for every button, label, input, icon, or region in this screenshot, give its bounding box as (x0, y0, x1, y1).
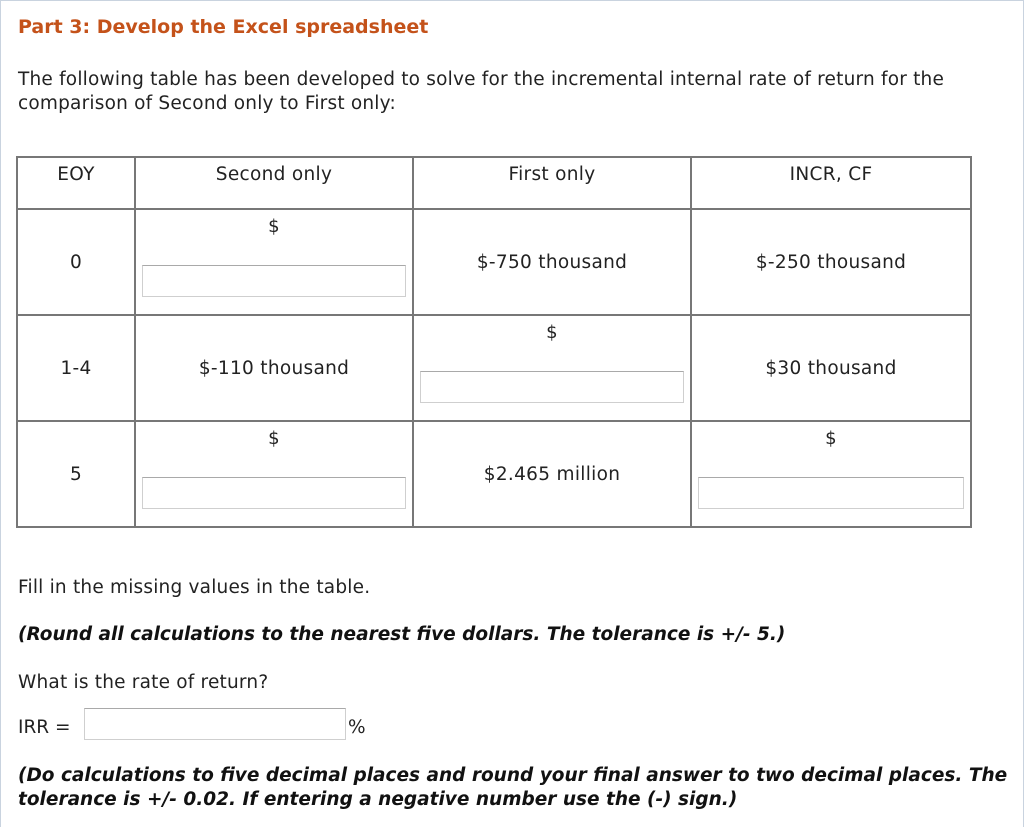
first-only-cell (413, 315, 691, 421)
eoy-cell: 5 (17, 421, 135, 527)
second-only-cell (135, 209, 413, 315)
intro-text: The following table has been developed to solve for the incremental internal rate of return for the comparison of Second only to First only: (18, 69, 945, 114)
header-eoy: EOY (17, 157, 135, 209)
currency-symbol: $ (268, 216, 280, 237)
irr-percent-unit: % (348, 717, 366, 738)
question-text: What is the rate of return? (18, 672, 269, 693)
second-only-cell (135, 421, 413, 527)
incr-cf-eoy5-input[interactable] (698, 477, 964, 509)
first-only-value: $2.465 million (483, 463, 621, 485)
first-only-cell (413, 421, 691, 527)
irr-input[interactable] (84, 708, 346, 740)
final-answer-note: (Do calculations to five decimal places and round your final answer to two decimal places. The tolerance is +/- 0.02. If entering a negative number use the (-) sign.) (18, 765, 1008, 810)
instruction-text: Fill in the missing values in the table. (18, 577, 371, 598)
first-only-value: $-750 thousand (476, 251, 628, 273)
part-title: Part 3: Develop the Excel spreadsheet (18, 16, 429, 38)
currency-symbol: $ (268, 428, 280, 449)
second-only-cell (135, 315, 413, 421)
first-only-eoy1-4-input[interactable] (420, 371, 684, 403)
table-header-row (17, 157, 971, 209)
table-row (17, 315, 971, 421)
table-row (17, 209, 971, 315)
second-only-value: $-110 thousand (198, 357, 350, 379)
incr-cf-cell (691, 315, 971, 421)
second-only-eoy5-input[interactable] (142, 477, 406, 509)
first-only-cell (413, 209, 691, 315)
cash-flow-table (16, 156, 972, 528)
incr-cf-value: $30 thousand (765, 357, 897, 379)
currency-symbol: $ (546, 322, 558, 343)
currency-symbol: $ (825, 428, 837, 449)
second-only-eoy0-input[interactable] (142, 265, 406, 297)
incr-cf-cell (691, 209, 971, 315)
header-first-only: First only (413, 157, 691, 209)
header-incr-cf: INCR, CF (691, 157, 971, 209)
rounding-note: (Round all calculations to the nearest five dollars. The tolerance is +/- 5.) (18, 624, 786, 645)
table-row (17, 421, 971, 527)
eoy-cell: 0 (17, 209, 135, 315)
incr-cf-cell (691, 421, 971, 527)
eoy-cell: 1-4 (17, 315, 135, 421)
header-second-only: Second only (135, 157, 413, 209)
irr-label: IRR = (18, 717, 71, 738)
incr-cf-value: $-250 thousand (755, 251, 907, 273)
